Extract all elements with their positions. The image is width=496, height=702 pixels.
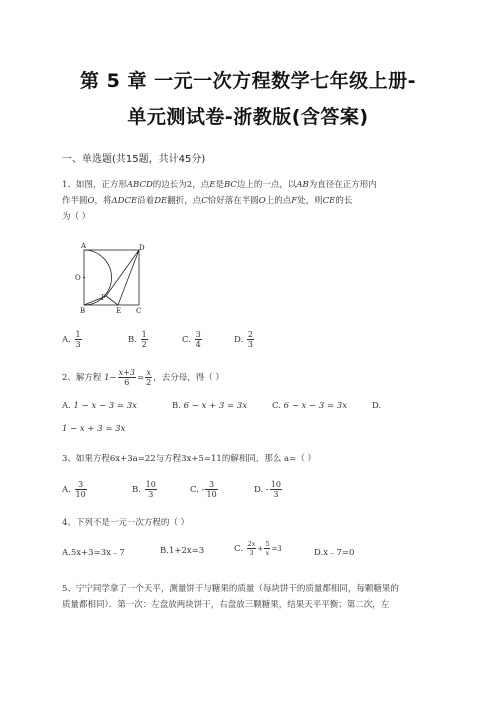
q1-text: 是 [215, 180, 224, 190]
denominator: 3 [273, 490, 279, 499]
q2-fraction-1 [118, 368, 136, 387]
q1-math: O [258, 196, 266, 206]
option-letter: C. [190, 485, 199, 495]
numerator: 1 [141, 330, 147, 339]
option-letter: C. [234, 544, 243, 554]
q1-line-2 [62, 194, 352, 209]
document-title-line-1: 第 5 章 一元一次方程数学七年级上册- [80, 70, 416, 92]
numerator: 3 [75, 480, 87, 490]
option-fraction [264, 540, 270, 557]
option-expression: 6 − x + 3 = 3x [183, 401, 248, 411]
q1-math: ABCD [126, 180, 153, 190]
q1-text: 作半圆 [62, 196, 88, 206]
label-d: D [139, 244, 145, 252]
q1-option-b[interactable] [128, 330, 149, 349]
q1-math: C [201, 196, 208, 206]
option-fraction [247, 330, 254, 349]
numerator: 10 [270, 480, 281, 489]
option-expression: 6 − x − 3 = 3x [283, 401, 347, 411]
q1-text: 1、如图，正方形 [62, 180, 127, 190]
numerator: 2 [247, 330, 254, 339]
denominator: 2 [146, 378, 152, 387]
q3-option-d[interactable] [254, 480, 283, 499]
q1-text: ，将 [94, 196, 112, 206]
q2-stem [62, 368, 224, 387]
segment-fe [106, 296, 118, 305]
q1-math: DE [154, 196, 168, 206]
option-fraction [195, 330, 202, 349]
q1-math: AB [296, 180, 309, 190]
q1-text: 处，则 [297, 196, 323, 206]
q4-option-b[interactable]: B.1+2x=3 [160, 546, 205, 556]
option-fraction [145, 480, 157, 499]
denominator: 3 [247, 340, 254, 349]
q1-text: 翻折，点 [167, 196, 202, 206]
option-fraction [247, 540, 257, 557]
q1-option-c[interactable] [182, 330, 203, 349]
q5-line-2: 质量都相同）．第一次：左盘放两块饼干，右盘放三颗糖果，结果天平平衡；第二次，左 [62, 600, 390, 610]
q1-text: 沿着 [137, 196, 155, 206]
numerator: 3 [195, 330, 201, 339]
option-letter: C. [182, 335, 191, 345]
denominator: 3 [148, 490, 154, 499]
denominator: x [265, 549, 270, 557]
option-letter: D. [372, 401, 382, 411]
q2-option-a[interactable] [62, 401, 137, 411]
option-fraction [205, 480, 217, 499]
q1-math: O [87, 196, 95, 206]
q2-text: 2、解方程 [62, 373, 102, 383]
q2-option-d-expression: 1 − x + 3 = 3x [62, 424, 126, 434]
q1-option-a[interactable] [62, 330, 83, 349]
q1-text: 的长 [335, 196, 353, 206]
option-fraction [141, 330, 148, 349]
q3-option-c[interactable] [190, 480, 219, 499]
denominator: 2 [141, 340, 147, 349]
q4-option-a[interactable]: A.5x+3=3x﹣7 [62, 548, 125, 558]
q1-math: E [209, 180, 216, 190]
q1-line-3: 为（ ） [62, 212, 91, 222]
option-letter: A. [62, 485, 71, 495]
q1-text: 为直径在正方形内 [308, 180, 377, 190]
q1-math: CE [322, 196, 336, 206]
option-expression: 1 − x − 3 = 3x [73, 401, 137, 411]
option-math: =3 [271, 545, 282, 553]
q1-text: 上的点 [265, 196, 292, 206]
q5-line-1: 5、宁宁同学拿了一个天平，测量饼干与糖果的质量（每块饼干的质量都相同，每颗糖果的 [62, 584, 399, 594]
q2-option-c[interactable] [272, 401, 347, 411]
option-sign: - [201, 485, 205, 495]
q2-text: ，去分母，得（ ） [153, 373, 224, 383]
q1-text: 的边长为2，点 [152, 180, 210, 190]
q4-option-d[interactable]: D.x﹣7=0 [314, 548, 355, 558]
numerator: 3 [205, 480, 217, 490]
numerator: x+3 [118, 368, 135, 377]
option-letter: B. [128, 335, 137, 345]
option-letter: D. [254, 485, 264, 495]
option-letter: A. [62, 401, 71, 411]
q3-option-a[interactable] [62, 480, 88, 499]
label-o: O [75, 274, 81, 282]
option-math: + [257, 545, 264, 553]
denominator: 3 [75, 340, 81, 349]
document-title-line-2: 单元测试卷-浙教版(含答案) [127, 106, 369, 128]
label-a: A [81, 242, 87, 250]
denominator: 10 [206, 490, 217, 499]
numerator: 1 [75, 330, 81, 339]
q2-fraction-2 [145, 368, 152, 387]
q2-option-d[interactable] [372, 401, 381, 411]
denominator: 6 [124, 378, 130, 387]
option-letter: B. [132, 485, 141, 495]
point-o [83, 277, 85, 279]
denominator: 4 [195, 340, 201, 349]
option-fraction [270, 480, 282, 499]
denominator: 10 [75, 490, 86, 499]
numerator: x [146, 368, 151, 377]
option-fraction [75, 480, 87, 499]
q2-math: 1− [104, 373, 117, 383]
numerator: 10 [145, 480, 156, 489]
label-b: B [80, 307, 86, 315]
q1-text: 恰好落在半圆 [207, 196, 259, 206]
option-sign: - [265, 485, 269, 495]
q1-math: F [291, 196, 298, 206]
q3-option-b[interactable] [132, 480, 158, 499]
section-heading: 一、单选题(共15题，共计45分) [62, 154, 206, 165]
option-letter: C. [272, 401, 281, 411]
segment-de [118, 250, 139, 305]
q1-math: ΔDCE [111, 196, 138, 206]
q1-line-1 [62, 178, 377, 193]
label-f: F [101, 294, 106, 302]
option-fraction [75, 330, 82, 349]
q1-option-d[interactable] [234, 330, 255, 349]
q3-stem: 3、如果方程6x+3a=22与方程3x+5=11的解相同，那么 a=（ ） [62, 454, 316, 464]
numerator: 2x [247, 540, 256, 548]
q1-math: BC [223, 180, 237, 190]
label-c: C [136, 307, 142, 315]
q1-geometry-figure [72, 242, 152, 316]
option-letter: B. [172, 401, 181, 411]
q2-option-b[interactable] [172, 401, 247, 411]
option-letter: D. [234, 335, 244, 345]
q4-stem: 4、下列不是一元一次方程的（ ） [62, 518, 190, 528]
option-letter: A. [62, 335, 71, 345]
q2-math: = [136, 373, 145, 383]
q4-option-c[interactable] [234, 540, 282, 557]
label-e: E [116, 307, 122, 315]
denominator: 3 [249, 549, 254, 557]
numerator: 5 [265, 540, 270, 548]
q1-text: 边上的一点，以 [236, 180, 297, 190]
